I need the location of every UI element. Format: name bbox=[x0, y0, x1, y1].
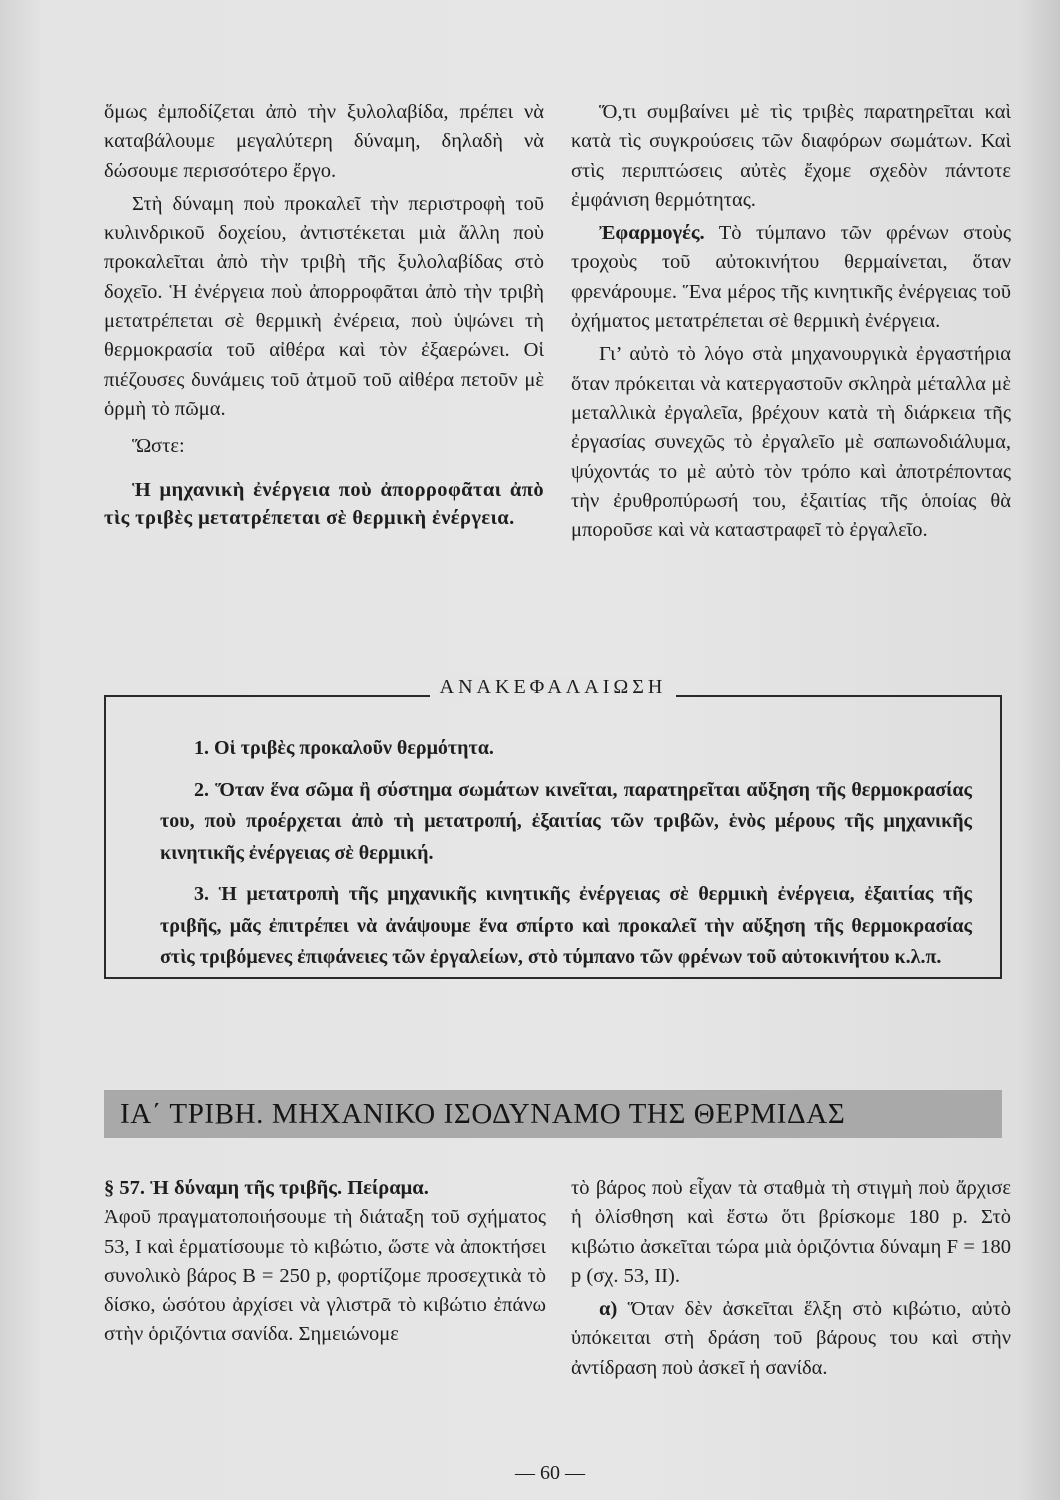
so-label: Ὥστε: bbox=[132, 435, 185, 458]
summary-item-2: 2. Ὅταν ἕνα σῶμα ἢ σύστημα σωμάτων κινεῖται, παρατηρεῖται αὔξηση τῆς θερμοκρασίας του, ποὺ προέρχεται ἀπὸ τὴ μετατροπή, ἐξαιτίας τῶν τριβῶν, ἑνὸς μέρους τῆς μηχανικῆς κινητικῆς ἐνέργειας σὲ θερμική. bbox=[160, 778, 972, 864]
section-title: ΙΑ΄ ΤΡΙΒΗ. ΜΗΧΑΝΙΚΟ ΙΣΟΔΥΝΑΜΟ ΤΗΣ ΘΕΡΜΙΔΑΣ bbox=[120, 1097, 846, 1130]
paragraph: Ὅ,τι συμβαίνει μὲ τὶς τριβὲς παρατηρεῖται καὶ κατὰ τὶς συγκρούσεις τῶν διαφόρων σωμάτων. Καὶ στὶς περιπτώσεις αὐτὲς ἔχομε σχεδὸν πάντοτε ἐμφάνιση θερμότητας. bbox=[571, 101, 1011, 211]
conclusion-statement: Ἡ μηχανικὴ ἐνέργεια ποὺ ἀπορροφᾶται ἀπὸ τὶς τριβὲς μετατρέπεται σὲ θερμικὴ ἐνέργεια. bbox=[104, 478, 544, 530]
paragraph: Στὴ δύναμη ποὺ προκαλεῖ τὴν περιστροφὴ τοῦ κυλινδρικοῦ δοχείου, ἀντιστέκεται μιὰ ἄλλη ποὺ προκαλεῖται ἀπὸ τὴν τριβὴ τῆς ξυλολαβίδας στὸ δοχεῖο. Ἡ ἐνέργεια ποὺ ἀπορροφᾶται ἀπὸ τὴν τριβὴ μετατρέπεται σὲ θερμικὴ ἐνέρεια, ποὺ ὑψώνει τὴ θερμοκρασία τοῦ αἰθέρα καὶ τὸν ἐξαερώνει. Οἱ πιέζουσες δυνάμεις τοῦ ἀτμοῦ τοῦ αἰθέρα πετοῦν μὲ ὁρμὴ τὸ πῶμα. bbox=[104, 192, 544, 420]
top-left-column bbox=[104, 98, 544, 533]
section-banner bbox=[104, 1090, 1002, 1138]
paragraph: Ἀφοῦ πραγματοποιήσουμε τὴ διάταξη τοῦ σχήματος 53, Ι καὶ ἑρματίσουμε τὸ κιβώτιο, ὥστε νὰ ἀποκτήσει συνολικὸ βάρος Β = 250 p, φορτίζομε προσεχτικὰ τὸ δίσκο, ὡσότου ἀρχίσει νὰ γλιστρᾶ τὸ κιβώτιο ἐπάνω στὴν ὁριζόντια σανίδα. Σημειώνομε bbox=[104, 1206, 546, 1346]
applications-paragraph bbox=[571, 219, 1011, 336]
applications-label: Ἐφαρμογές. bbox=[599, 222, 705, 245]
applications-text: Τὸ τύμπανο τῶν φρένων στοὺς τροχοὺς τοῦ αὐτοκινήτου θερμαίνεται, ὅταν φρενάρουμε. Ἕνα μέρος τῆς κινητικῆς ἐνέργειας τοῦ ὀχήματος μετατρέπεται σὲ θερμικὴ ἐνέργεια. bbox=[571, 222, 1011, 333]
bottom-left-column bbox=[104, 1174, 546, 1350]
summary-title-text: ΑΝΑΚΕΦΑΛΑΙΩΣΗ bbox=[430, 676, 677, 698]
top-right-column bbox=[571, 98, 1011, 545]
paragraph: Γι’ αὐτὸ τὸ λόγο στὰ μηχανουργικὰ ἐργαστήρια ὅταν πρόκειται νὰ κατεργαστοῦν σκληρὰ μέταλλα μὲ μεταλλικὰ ἐργαλεῖα, βρέχουν κατὰ τὴ διάρκεια τῆς ἐργασίας συνεχῶς τὸ ἐργαλεῖο μὲ σαπωνοδιάλυμα, ψύχοντάς το μὲ αὐτὸ τὸν τρόπο καὶ ἀποτρέποντας τὴν ἐρυθροπύρωσή του, ἐξαιτίας τῆς ὁποίας θὰ μποροῦσε καὶ νὰ καταστραφεῖ τὸ ἐργαλεῖο. bbox=[571, 343, 1011, 542]
bottom-right-column bbox=[571, 1174, 1011, 1383]
item-a-text: Ὅταν δὲν ἀσκεῖται ἕλξη στὸ κιβώτιο, αὐτὸ ὑπόκειται στὴ δράση τοῦ βάρους του καὶ στὴν ἀντίδραση ποὺ ἀσκεῖ ἡ σανίδα. bbox=[571, 1298, 1012, 1379]
item-a-paragraph bbox=[571, 1295, 1011, 1383]
item-a-label: α) bbox=[599, 1298, 618, 1321]
page-number: — 60 — bbox=[515, 1462, 585, 1484]
summary-title bbox=[104, 676, 1002, 699]
paragraph: τὸ βάρος ποὺ εἶχαν τὰ σταθμὰ τὴ στιγμὴ ποὺ ἄρχισε ἡ ὀλίσθηση καὶ ἔστω ὅτι βρίσκομε 180 p. Στὸ κιβώτιο ἀσκεῖται τώρα μιὰ ὁριζόντια δύναμη F = 180 p (σχ. 53, ΙΙ). bbox=[571, 1177, 1011, 1287]
summary-list bbox=[160, 733, 972, 974]
section-heading: § 57. Ἡ δύναμη τῆς τριβῆς. Πείραμα. bbox=[104, 1177, 429, 1199]
summary-item-3: 3. Ἡ μετατροπὴ τῆς μηχανικῆς κινητικῆς ἐνέργειας σὲ θερμικὴ ἐνέργεια, ἐξαιτίας τῆς τριβῆς, μᾶς ἐπιτρέπει νὰ ἀνάψουμε ἕνα σπίρτο καὶ προκαλεῖ τὴν αὔξηση τῆς θερμοκρασίας στὶς τριβόμενες ἐπιφάνειες τῶν ἐργαλείων, στὸ τύμπανο τῶν φρένων τοῦ αὐτοκινήτου κ.λ.π. bbox=[160, 883, 972, 968]
summary-item-1: 1. Οἱ τριβὲς προκαλοῦν θερμότητα. bbox=[194, 737, 494, 759]
paragraph: ὅμως ἐμποδίζεται ἀπὸ τὴν ξυλολαβίδα, πρέπει νὰ καταβάλουμε μεγαλύτερη δύναμη, δηλαδὴ νὰ δώσουμε περισσότερο ἔργο. bbox=[104, 101, 544, 182]
